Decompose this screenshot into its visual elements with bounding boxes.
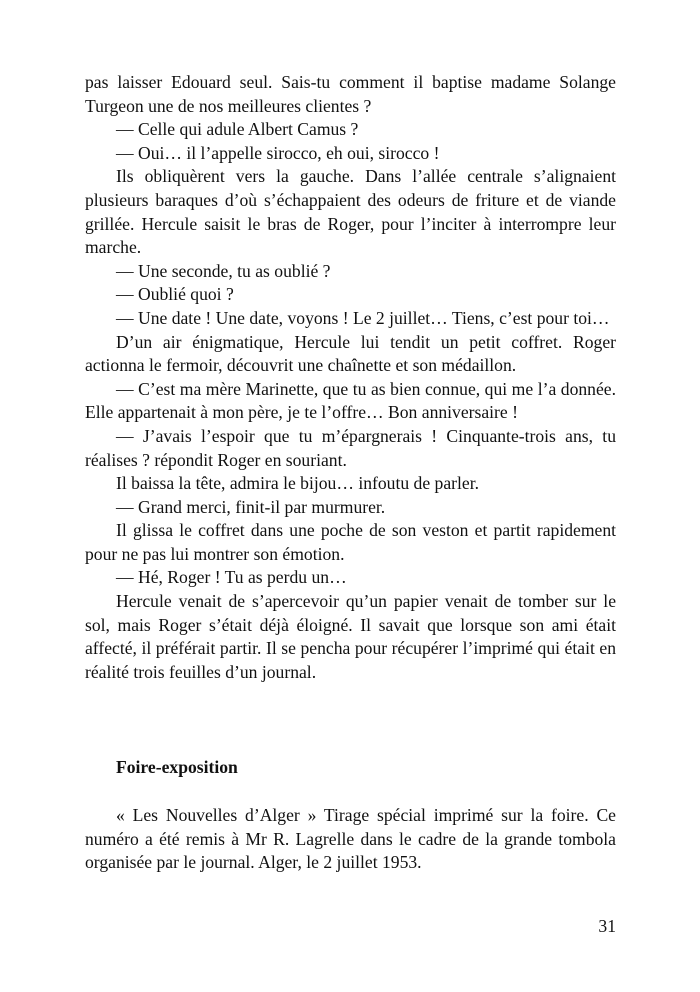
section-heading: Foire-exposition <box>116 757 238 777</box>
paragraph-continuation: pas laisser Edouard seul. Sais-tu comment il baptise madame Solange Turgeon une de nos meilleures clientes ? <box>85 72 616 116</box>
paragraph: D’un air énigmatique, Hercule lui tendit un petit coffret. Roger actionna le fermoir, découvrit une chaînette et son médaillon. <box>85 331 616 376</box>
paragraph: — C’est ma mère Marinette, que tu as bien connue, qui me l’a donnée. Elle appartenait à mon père, je te l’offre… Bon anniversaire ! <box>85 378 616 423</box>
section-text <box>85 804 616 875</box>
paragraph: Il baissa la tête, admira le bijou… infoutu de parler. <box>116 473 479 494</box>
page-number: 31 <box>598 916 616 936</box>
paragraph: — Oublié quoi ? <box>116 284 234 305</box>
paragraph: Ils obliquèrent vers la gauche. Dans l’allée centrale s’alignaient plusieurs baraques d’où s’échappaient des odeurs de friture et de viande grillée. Hercule saisit le bras de Roger, pour l’inciter à interrompre leur marche. <box>85 166 616 258</box>
paragraph: — Grand merci, finit-il par murmurer. <box>116 496 386 517</box>
paragraph: — Une seconde, tu as oublié ? <box>116 260 331 281</box>
paragraph: Il glissa le coffret dans une poche de son veston et partit rapidement pour ne pas lui montrer son émotion. <box>85 520 616 564</box>
paragraph: — Celle qui adule Albert Camus ? <box>116 119 359 140</box>
paragraph: — Hé, Roger ! Tu as perdu un… <box>116 567 347 588</box>
paragraph: — Une date ! Une date, voyons ! Le 2 juillet… Tiens, c’est pour toi… <box>116 307 610 328</box>
section-paragraph: « Les Nouvelles d’Alger » Tirage spécial imprimé sur la foire. Ce numéro a été remis à Mr R. Lagrelle dans le cadre de la grande tombola organisée par le journal. Alger, le 2 juillet 1953. <box>85 805 616 873</box>
paragraph: Hercule venait de s’apercevoir qu’un papier venait de tomber sur le sol, mais Roger s’était déjà éloigné. Il savait que lorsque son ami était affecté, il préférait partir. Il se pencha pour récupérer l’imprimé qui était en réalité trois feuilles d’un journal. <box>85 591 616 682</box>
paragraph: — Oui… il l’appelle sirocco, eh oui, sirocco ! <box>116 142 440 163</box>
paragraph: — J’avais l’espoir que tu m’épargnerais ! Cinquante-trois ans, tu réalises ? répondit Roger en souriant. <box>85 425 616 470</box>
body-text <box>85 71 616 684</box>
